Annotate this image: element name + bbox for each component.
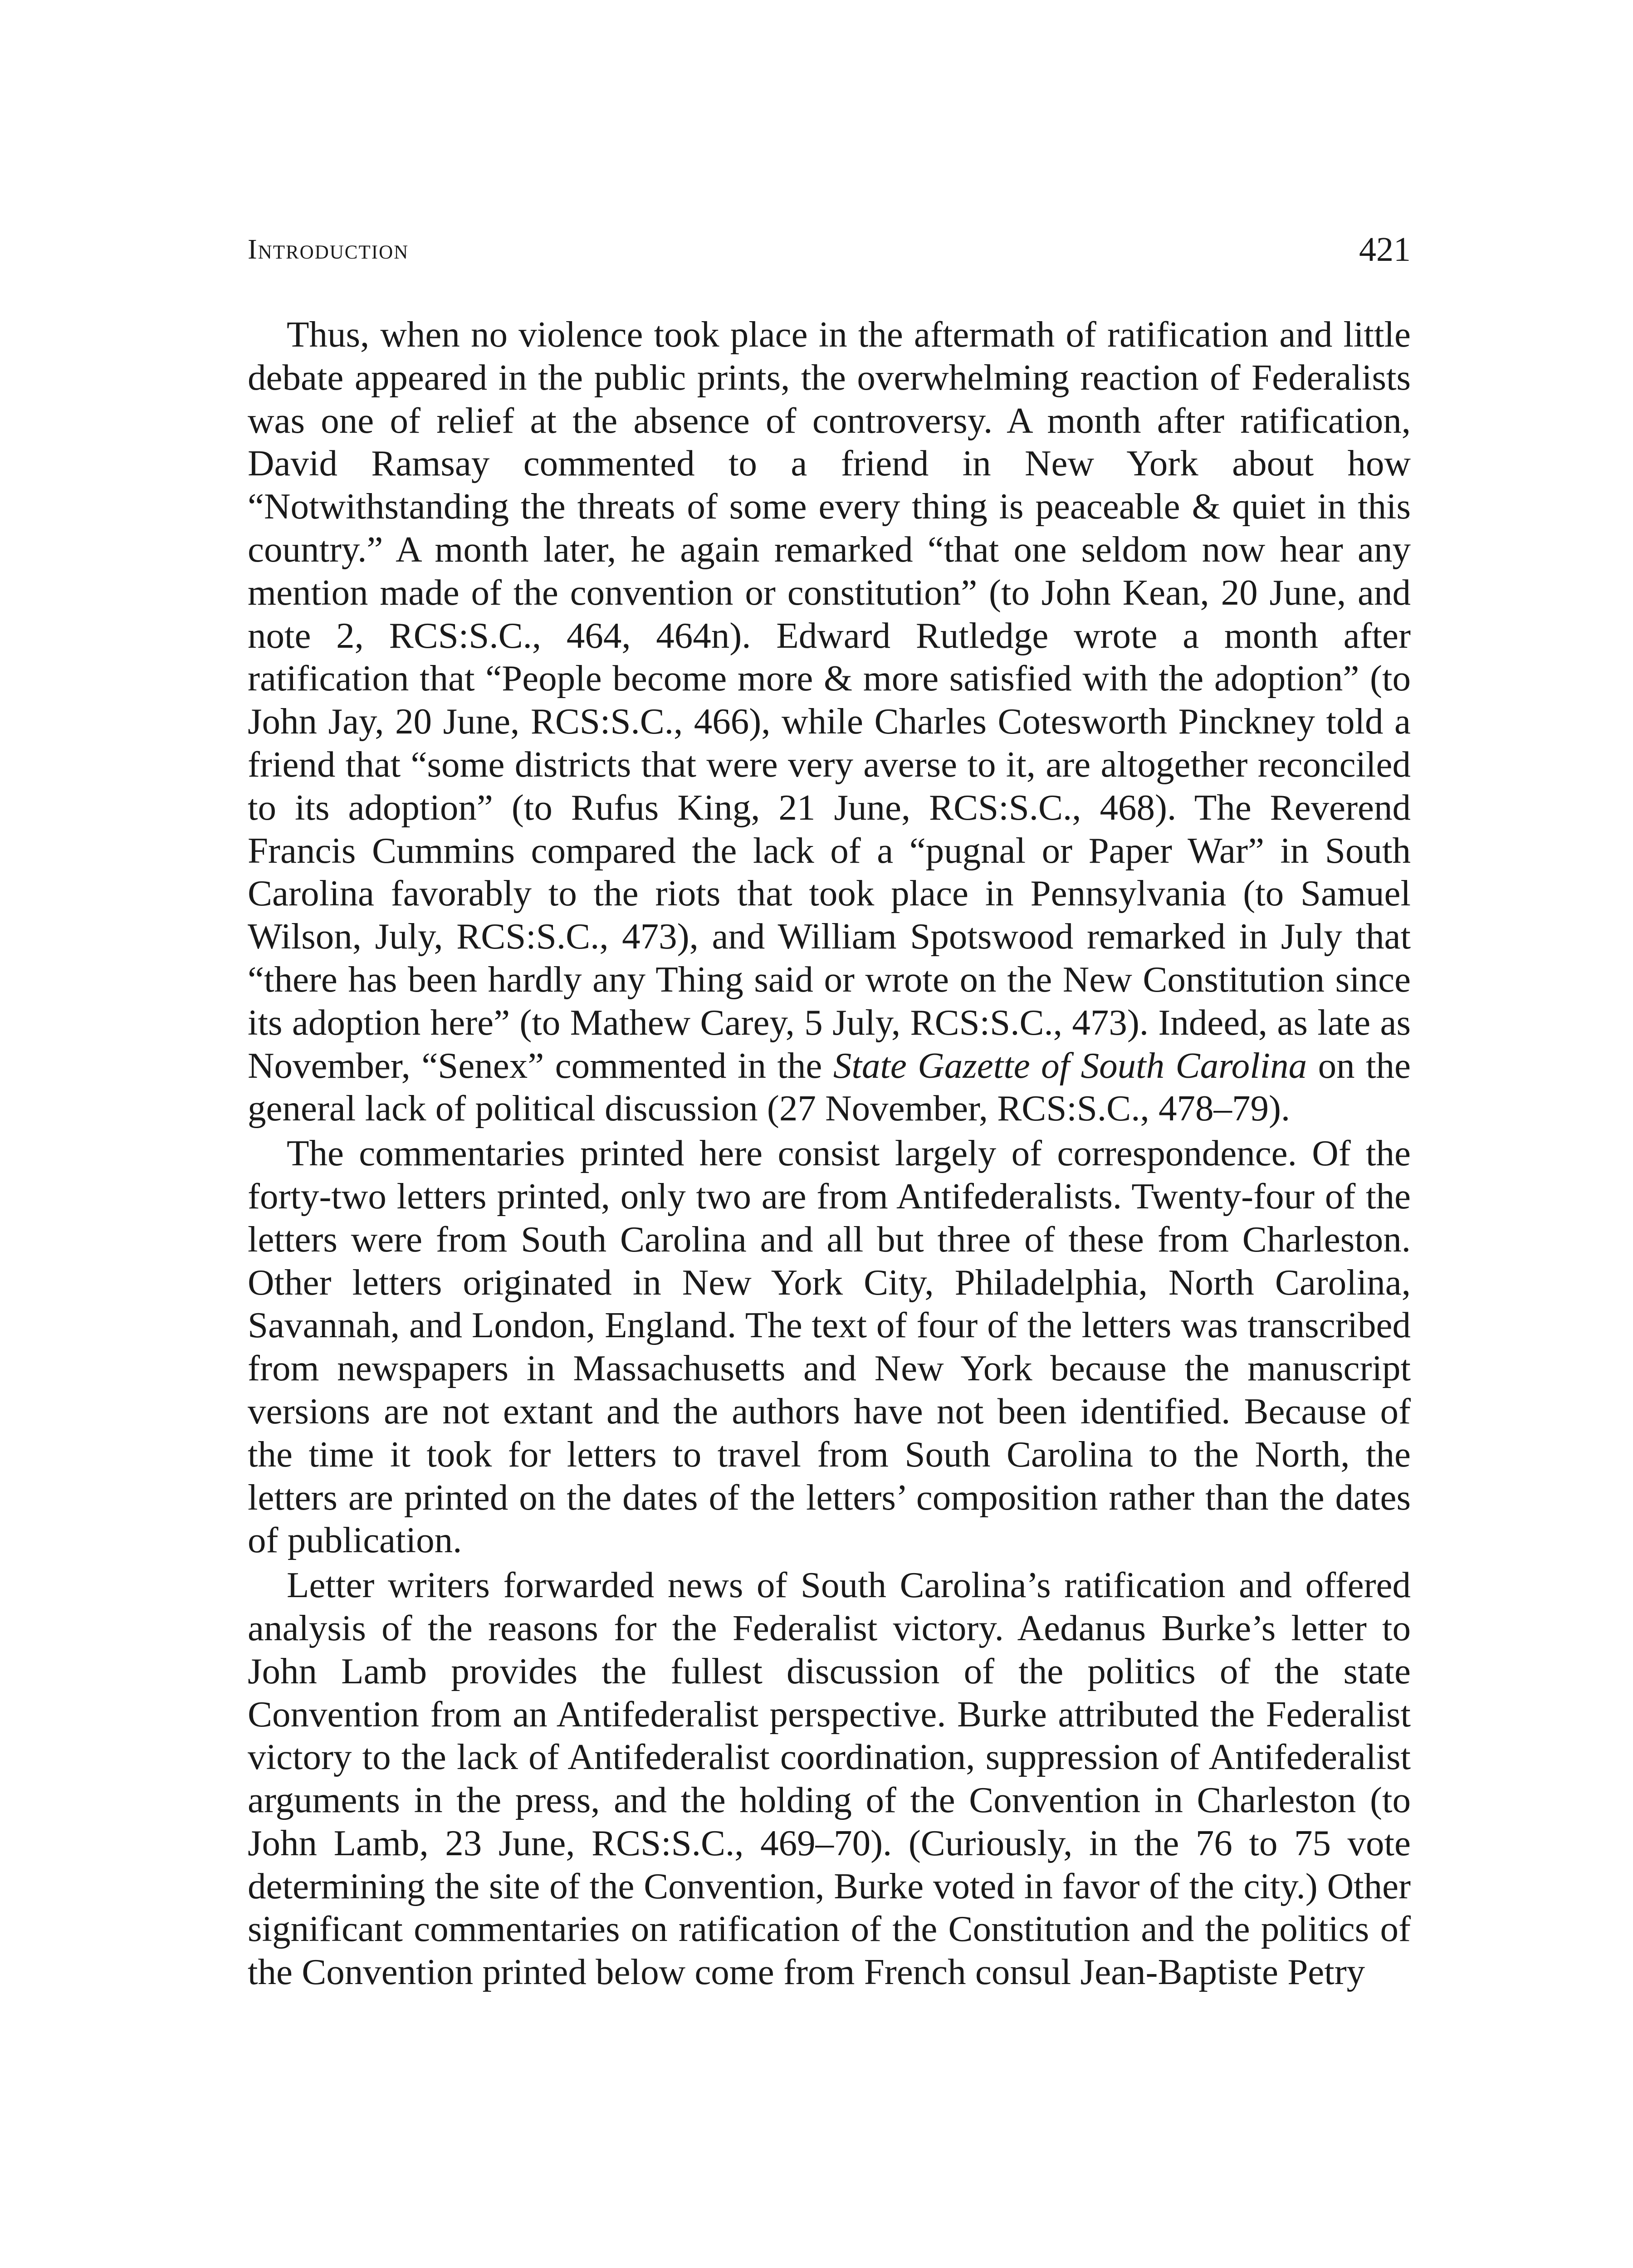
running-title: Introduction bbox=[248, 234, 409, 265]
running-head bbox=[248, 227, 1411, 277]
page-number: 421 bbox=[1359, 230, 1411, 269]
paragraph-1-text-b: on the general lack of political discussion (27 November, RCS:S.C., 478–79). bbox=[248, 1045, 1411, 1129]
paragraph-2: The commentaries printed here consist largely of correspondence. Of the forty-two letters printed, only two are from Antifederalists. Twenty-four of the letters were from South Carolina and all but three of these from Charleston. Other letters originated in New York City, Philadelphia, North Carolina, Savannah, and London, England. The text of four of the letters was transcribed from newspapers in Massachusetts and New York because the manuscript versions are not extant and the authors have not been identified. Because of the time it took for letters to travel from South Carolina to the North, the letters are printed on the dates of the letters’ composition rather than the dates of publication. bbox=[248, 1133, 1411, 1561]
newspaper-title: State Gazette of South Carolina bbox=[833, 1045, 1307, 1086]
body-text bbox=[248, 313, 1411, 1995]
paragraph-1-text-a: Thus, when no violence took place in the aftermath of ratification and little debate appeared in the public prints, the overwhelming reaction of Federalists was one of relief at the absence of controversy. A month after ratification, David Ramsay commented to a friend in New York about how “Notwithstanding the threats of some every thing is peaceable & quiet in this country.” A month later, he again remarked “that one seldom now hear any mention made of the convention or constitution” (to John Kean, 20 June, and note 2, RCS:S.C., 464, 464n). Edward Rutledge wrote a month after ratification that “People become more & more satisfied with the adoption” (to John Jay, 20 June, RCS:​S.C., 466), while Charles Cotesworth Pinckney told a friend that “some districts that were very averse to it, are altogether reconciled to its adoption” (to Rufus King, 21 June, RCS:S.C., 468). The Reverend Francis Cummins compared the lack of a “pugnal or Paper War” in South Carolina favorably to the riots that took place in Pennsylvania (to Samuel Wilson, July, RCS:S.C., 473), and William Spotswood remarked in July that “there has been hardly any Thing said or wrote on the New Constitution since its adoption here” (to Mathew Carey, 5 July, RCS:S.C., 473). Indeed, as late as November, “Senex” commented in the bbox=[248, 314, 1411, 1086]
paragraph-3: Letter writers forwarded news of South Carolina’s ratification and offered analysis of the reasons for the Federalist victory. Aedanus Burke’s letter to John Lamb provides the fullest discussion of the politics of the state Convention from an Antifederalist perspective. Burke attributed the Federalist victory to the lack of Antifederalist coordination, suppression of Antifederalist arguments in the press, and the holding of the Convention in Charleston (to John Lamb, 23 June, RCS:S.C., 469–​70). (Curiously, in the 76 to 75 vote determining the site of the Convention, Burke voted in favor of the city.) Other significant commentaries on ratification of the Constitution and the politics of the Convention printed below come from French consul Jean-Baptiste Petry bbox=[248, 1564, 1411, 1993]
paragraph-1 bbox=[248, 313, 1411, 1130]
